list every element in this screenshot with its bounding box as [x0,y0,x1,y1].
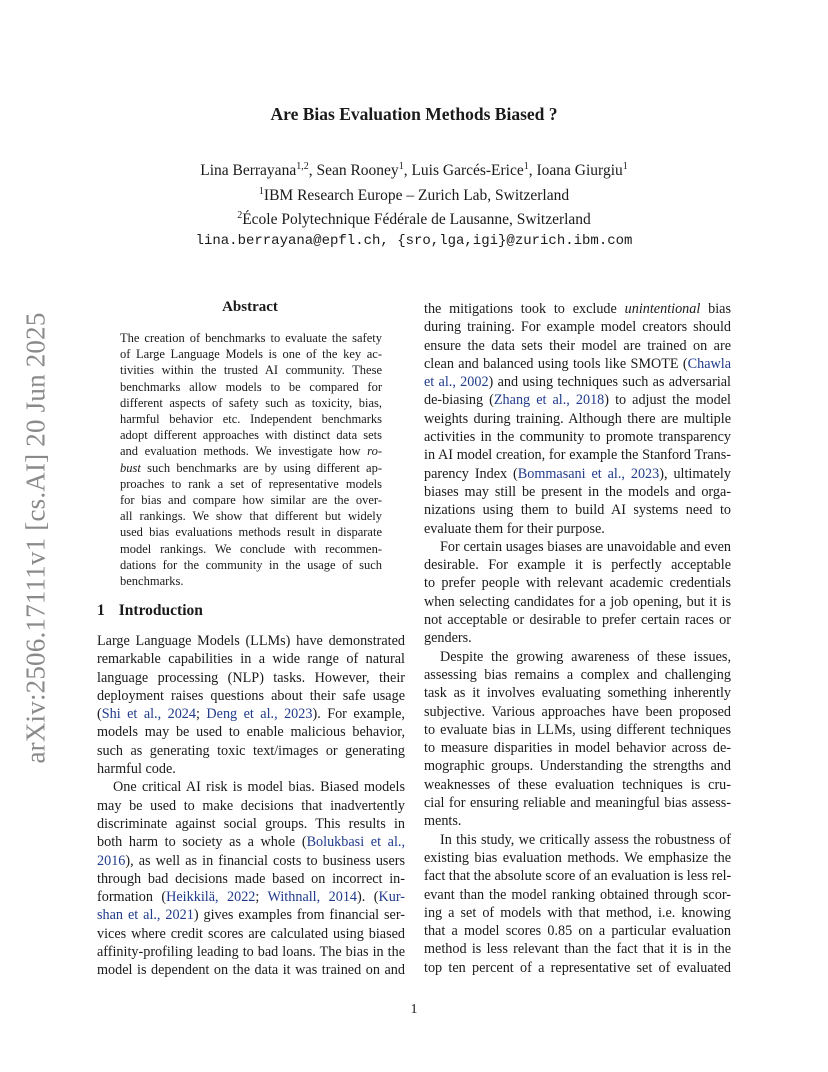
text-line: and evaluation methods. We investigate how ro- [120,444,382,459]
text-line: existing bias evaluation methods. We emphasize the [424,849,731,866]
citation-link[interactable]: Chawla [687,355,731,372]
text-line: activities in the community to promote transparency [424,429,731,446]
text-line: that a model scores 0.85 on a particular evaluation [424,923,731,940]
text-line: de-biasing (Zhang et al., 2018) to adjust the model [424,392,731,409]
text-line: ing a set of models with that method, i.e. knowing [424,904,731,921]
text-line: nizations using them to build AI systems need to [424,502,731,519]
text-line: discriminate against social groups. This results in [97,815,405,832]
text-line: different aspects of safety such as toxicity, bias, [120,395,382,410]
text-line: cial for ensuring reliable and meaningful bias assess- [424,795,731,812]
citation-link[interactable]: Shi et al., 2024 [101,706,196,723]
page-number: 1 [410,1002,418,1017]
author-block [0,157,828,251]
text-line: biases may still be present in the models and orga- [424,483,731,500]
text-line: parency Index (Bommasani et al., 2023), ultimately [424,465,731,482]
text-line: genders. [424,630,472,647]
text-line: One critical AI risk is model bias. Biased models [113,779,405,796]
text-line: ensure the data sets their model are trained on are [424,337,731,354]
author-names: Lina Berrayana$^{1,2}$, Sean Rooney$^1$, Luis Garcés-Erice$^1$, Ioana Giurgiu$^1$ [200,161,628,180]
text-line: the mitigations took to exclude unintentional bias [424,301,731,317]
text-line: proaches to rank a set of representative models [120,476,382,491]
text-line: affinity-profiling leading to bad loans. The bias in the [97,944,405,961]
text-line: model rankings. We conclude with recommen- [120,541,382,556]
text-line: evaluate them for their purpose. [424,520,605,537]
text-line: subjective. Various approaches have been proposed [424,703,731,720]
text-line: harmful code. [97,761,176,778]
abstract-heading: Abstract [222,299,278,315]
text-line: task as it involves evaluating something inherently [424,685,731,702]
text-line: benchmarks allow models to be compared for [120,379,382,394]
text-line: for bias and compare how similar are the over- [120,493,382,508]
text-line: deployment raises questions about their safe usage [97,687,405,704]
citation-link[interactable]: Deng et al., 2023 [206,706,313,723]
text-line: language processing (NLP) tasks. However, their [97,669,405,686]
text-line: dations for the community in the usage of such [120,557,382,572]
abstract-text [120,330,382,589]
text-line: such as generating toxic text/images or generating [97,742,405,759]
author-emails: lina.berrayana@epfl.ch, {sro,lga,igi}@zurich.ibm.com [195,232,633,249]
citation-link[interactable]: Kur- [378,889,405,906]
text-line: top ten percent of a representative set of evaluated [424,959,731,976]
text-line: to prefer people with relevant academic credentials [424,575,731,592]
text-line: et al., 2002) and using techniques such as adversarial [424,374,731,391]
arxiv-stamp [16,300,56,775]
text-line: to evaluate bias in LLMs, using different techniques [424,721,731,738]
left-column-text [97,632,405,980]
text-line: fact that the absolute score of an evaluation is less rel- [424,868,732,885]
text-line: may be used to make decisions that inadvertently [97,797,405,814]
arxiv-id: arXiv:2506.17111v1 [cs.AI] 20 Jun 2025 [20,311,51,764]
text-line: clean and balanced using tools like SMOTE (Chawla [424,355,731,372]
citation-link[interactable]: shan et al., 2021 [97,907,194,924]
text-line: not acceptable or desirable to prefer certain races or [424,612,731,629]
text-line: method is less relevant than the fact that it is in the [424,941,731,958]
text-line: vices where credit scores are calculated using biased [97,925,405,942]
text-line: all rankings. We show that different but widely [120,509,382,524]
text-line: formation (Heikkilä, 2022; Withnall, 2014). (Kur- [97,889,405,906]
citation-link[interactable]: Heikkilä, 2022 [166,889,256,906]
citation-link[interactable]: et al., 2002 [424,374,489,391]
text-line: model is dependent on the data it was trained on and [97,962,405,979]
text-line: remarkable capabilities in a wide range of natural [97,651,405,668]
text-line: bust such benchmarks are by using different ap- [120,460,382,475]
text-line: used bias evaluations methods result in disparate [120,525,382,540]
text-line: models may be used to enable malicious behavior, [97,724,405,741]
section-number: 1 [97,602,105,619]
section-heading [97,602,203,620]
text-line: both harm to society as a whole (Bolukbasi et al., [97,834,405,851]
text-line: Despite the growing awareness of these issues, [440,648,731,665]
text-line: in AI model creation, for example the Stanford Trans- [424,447,731,464]
text-line: mographic groups. Understanding the strengths and [424,758,731,775]
text-line: adopt different approaches with distinct data sets [120,428,382,443]
paper-title: Are Bias Evaluation Methods Biased ? [270,104,558,124]
text-line: ments. [424,813,462,830]
text-line: In this study, we critically assess the robustness of [440,831,731,848]
text-line: harmful behavior etc. Independent benchmarks [120,412,382,427]
text-line: Large Language Models (LLMs) have demonstrated [97,633,405,649]
text-line: The creation of benchmarks to evaluate the safety [120,331,382,345]
text-line: tivities within the trusted AI community. These [120,363,382,378]
citation-link[interactable]: Zhang et al., 2018 [493,392,605,409]
citation-link[interactable]: Withnall, 2014 [267,889,358,906]
text-line: desirable. For example it is perfectly acceptable [424,557,731,574]
text-line: through bad decisions made based on incorrect in- [97,870,405,887]
text-line: during training. For example model creators should [424,319,731,336]
text-line: (Shi et al., 2024; Deng et al., 2023). For example, [97,706,405,723]
text-line: assessing bias remains a complex and challenging [424,666,731,683]
text-line: weights during training. Although there are multiple [424,410,731,427]
section-title: Introduction [118,602,203,619]
text-line: of Large Language Models is one of the key ac- [120,347,382,362]
text-line: 2016), as well as in financial costs to business users [97,852,405,869]
affiliation-ibm: $^1$IBM Research Europe – Zurich Lab, Switzerland [258,185,570,204]
right-column-text [424,300,731,977]
text-line: For certain usages biases are unavoidable and even [440,538,731,555]
citation-link[interactable]: Bolukbasi et al., [306,834,405,851]
affiliation-epfl: $^2$École Polytechnique Fédérale de Lausanne, Switzerland [237,210,591,229]
text-line: evant than the model ranking obtained through scor- [424,886,731,903]
citation-link[interactable]: Bommasani et al., 2023 [517,465,660,482]
text-line: shan et al., 2021) gives examples from financial ser- [97,907,405,924]
text-line: benchmarks. [120,574,184,589]
text-line: weaknesses of these evaluation techniques is cru- [424,776,731,793]
citation-link[interactable]: 2016 [97,852,126,869]
text-line: when selecting candidates for a job opening, but it is [424,593,731,610]
text-line: to measure disparities in model behavior across de- [424,740,731,757]
